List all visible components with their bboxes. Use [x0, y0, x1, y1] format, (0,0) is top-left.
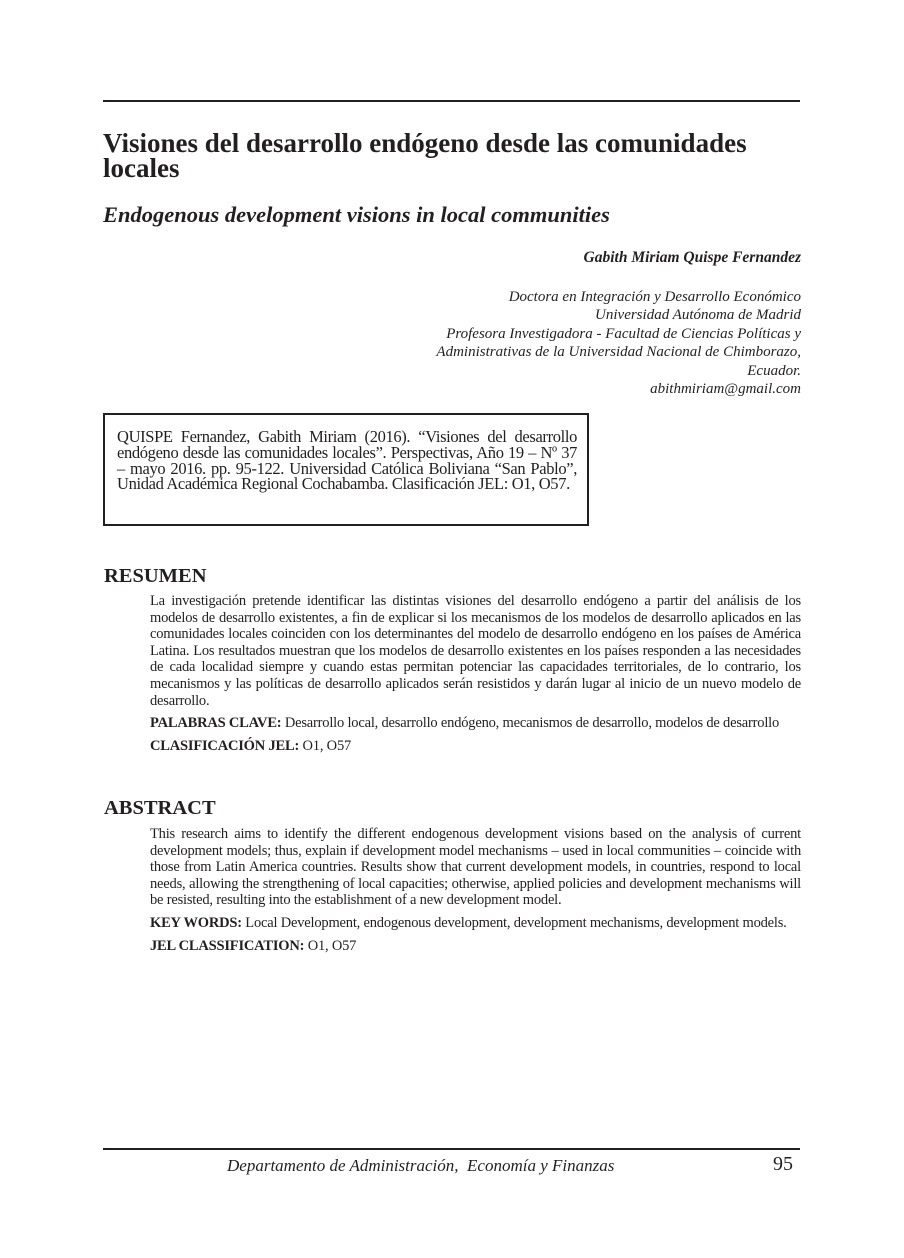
- footer-rule: [103, 1148, 800, 1150]
- keywords-label: PALABRAS CLAVE:: [150, 715, 282, 732]
- affiliation-line: Ecuador.: [747, 362, 801, 379]
- keywords-label: KEY WORDS:: [150, 914, 242, 931]
- abstract-section: [150, 826, 801, 954]
- abstract-keywords: [150, 915, 801, 932]
- citation-text: QUISPE Fernandez, Gabith Miriam (2016). “Visiones del desarrollo endógeno desde las comunidades locales”. Perspectivas, Año 19 – Nº 37 – mayo 2016. pp. 95-122. Universidad Católica Boliviana “San Pablo”, Unidad Académica Regional Cochabamba. Clasificación JEL: O1, O57.: [117, 427, 577, 494]
- affiliation-line: Administrativas de la Universidad Nacional de Chimborazo,: [436, 344, 801, 361]
- author-affiliation: [381, 288, 801, 398]
- affiliation-line: Universidad Autónoma de Madrid: [595, 307, 801, 324]
- article-subtitle: Endogenous development visions in local communities: [103, 202, 610, 227]
- top-rule: [103, 100, 800, 102]
- resumen-heading: RESUMEN: [104, 565, 207, 587]
- jel-value: O1, O57: [304, 937, 357, 954]
- abstract-body: This research aims to identify the different endogenous development visions based on the analysis of current development models; thus, explain if development model mechanisms – used in local communities – coincide with those from Latin America countries. Results show that current development models, in countries, respond to local needs, allowing the strengthening of local capacities; otherwise, applied policies and development mechanisms will be resisted, resulting into the establishment of a new development model.: [150, 826, 801, 909]
- resumen-jel: [150, 738, 801, 755]
- author-name: Gabith Miriam Quispe Fernandez: [583, 249, 801, 266]
- page-number: 95: [773, 1153, 793, 1175]
- resumen-body: La investigación pretende identificar las distintas visiones del desarrollo endógeno a partir del análisis de los modelos de desarrollo existentes, a fin de explicar si los mecanismos de los modelos de desarrollo aplicados en las comunidades locales coinciden con los determinantes del modelo de desarrollo endógeno en los países de América Latina. Los resultados muestran que los modelos de desarrollo existentes en los países responden a las necesidades de cada localidad siempre y cuando estas permitan potenciar las capacidades territoriales, de lo contrario, los mecanismos y las políticas de desarrollo aplicados serán resistidos y darán lugar al inicio de un nuevo modelo de desarrollo.: [150, 593, 801, 709]
- article-title: Visiones del desarrollo endógeno desde las comunidades locales: [103, 128, 747, 183]
- author-email: abithmiriam@gmail.com: [650, 381, 801, 398]
- resumen-section: [150, 593, 801, 754]
- abstract-jel: [150, 938, 801, 955]
- keywords-value: Desarrollo local, desarrollo endógeno, mecanismos de desarrollo, modelos de desarrollo: [281, 715, 780, 732]
- jel-label: JEL CLASSIFICATION:: [150, 937, 305, 954]
- abstract-heading: ABSTRACT: [104, 797, 216, 819]
- jel-label: CLASIFICACIÓN JEL:: [150, 737, 300, 754]
- keywords-value: Local Development, endogenous development, development mechanisms, development models.: [241, 914, 787, 931]
- footer-journal-name: Departamento de Administración, Economía y Finanzas: [227, 1156, 615, 1175]
- citation-box: [103, 413, 589, 526]
- jel-value: O1, O57: [299, 737, 352, 754]
- affiliation-line: Profesora Investigadora - Facultad de Ciencias Políticas y: [446, 325, 801, 342]
- affiliation-line: Doctora en Integración y Desarrollo Económico: [508, 289, 801, 305]
- resumen-keywords: [150, 715, 801, 732]
